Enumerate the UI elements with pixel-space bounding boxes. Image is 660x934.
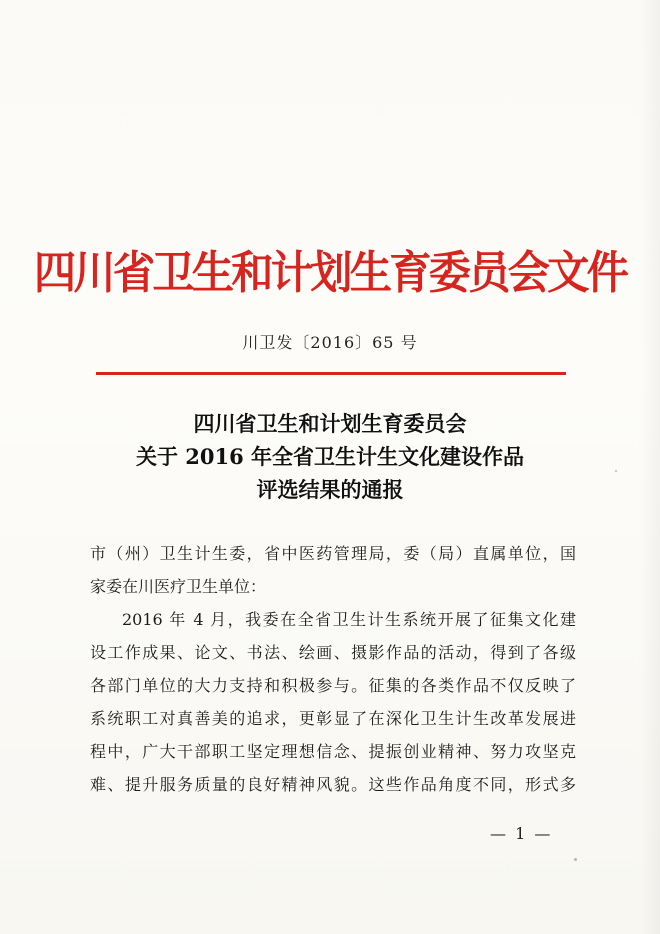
notice-title-line: 评选结果的通报 — [256, 477, 404, 502]
scan-speck — [574, 858, 577, 861]
notice-title — [0, 407, 660, 506]
notice-title-line: 关于 2016 年全省卫生计生文化建设作品 — [135, 444, 525, 469]
red-divider-line — [96, 372, 566, 375]
notice-title-line: 四川省卫生和计划生育委员会 — [193, 411, 467, 436]
paragraph-line: 设工作成果、论文、书法、绘画、摄影作品的活动，得到了各级 — [90, 643, 576, 662]
issuer-header-title: 四川省卫生和计划生育委员会文件 — [33, 246, 627, 299]
paragraph-line: 程中，广大干部职工坚定理想信念、提振创业精神、努力攻坚克 — [90, 742, 576, 761]
addressee-line: 家委在川医疗卫生单位： — [90, 577, 267, 596]
scan-speck — [568, 656, 572, 660]
page-number: — 1 — — [490, 824, 553, 843]
scan-speck — [615, 470, 617, 472]
paragraph-line: 各部门单位的大力支持和积极参与。征集的各类作品不仅反映了 — [90, 676, 576, 695]
addressee-line: 市（州）卫生计生委，省中医药管理局，委（局）直属单位，国 — [90, 544, 576, 563]
paragraph-line: 难、提升服务质量的良好精神风貌。这些作品角度不同，形式多 — [90, 775, 576, 794]
document-number: 川卫发〔2016〕65 号 — [242, 333, 418, 352]
paragraph-line: 2016 年 4 月，我委在全省卫生计生系统开展了征集文化建 — [122, 610, 576, 629]
body-text — [90, 537, 576, 801]
paragraph-line: 系统职工对真善美的追求，更彰显了在深化卫生计生改革发展进 — [90, 709, 576, 728]
